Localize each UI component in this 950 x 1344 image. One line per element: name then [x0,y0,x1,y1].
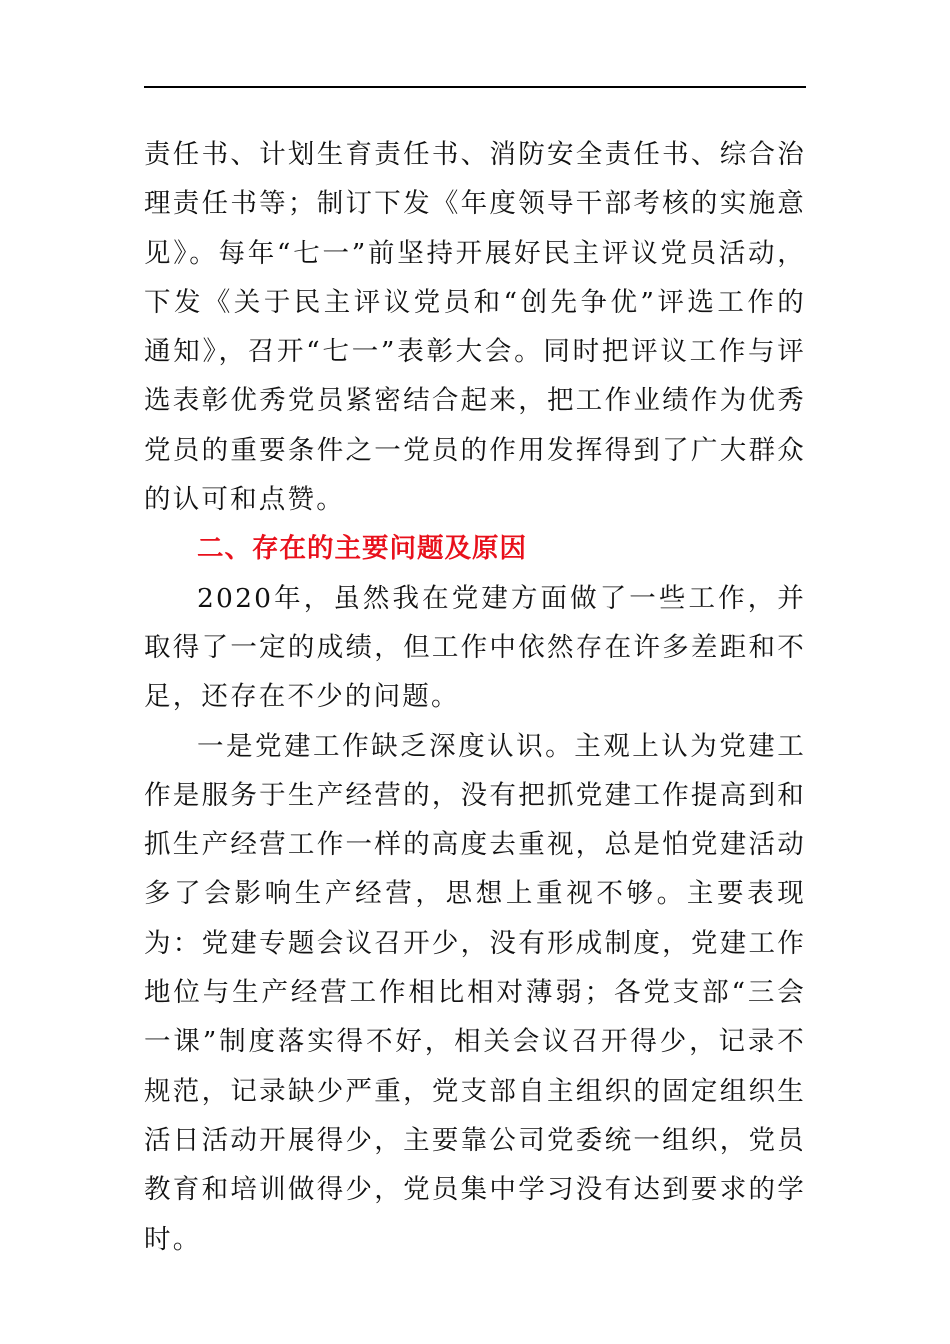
paragraph-continuation: 责任书、计划生育责任书、消防安全责任书、综合治理责任书等；制订下发《年度领导干部考核的实施意见》。每年“七一”前坚持开展好民主评议党员活动，下发《关于民主评议党员和“创先争优”评选工作的通知》，召开“七一”表彰大会。同时把评议工作与评选表彰优秀党员紧密结合起来，把工作业绩作为优秀党员的重要条件之一党员的作用发挥得到了广大群众的认可和点赞。 [144,139,806,516]
paragraph-2020-summary: 2020年，虽然我在党建方面做了一些工作，并取得了一定的成绩，但工作中依然存在许多差距和不足，还存在不少的问题。 [144,582,806,713]
section-heading: 二、存在的主要问题及原因 [197,533,527,565]
paragraph-issue-one: 一是党建工作缺乏深度认识。主观上认为党建工作是服务于生产经营的，没有把抓党建工作提高到和抓生产经营工作一样的高度去重视，总是怕党建活动多了会影响生产经营，思想上重视不够。主要表现为：党建专题会议召开少，没有形成制度，党建工作地位与生产经营工作相比相对薄弱；各党支部“三会一课”制度落实得不好，相关会议召开得少，记录不规范，记录缺少严重，党支部自主组织的固定组织生活日活动开展得少，主要靠公司党委统一组织，党员教育和培训做得少，党员集中学习没有达到要求的学时。 [144,730,806,1255]
document-body [144,130,806,1264]
header-rule [144,86,806,88]
